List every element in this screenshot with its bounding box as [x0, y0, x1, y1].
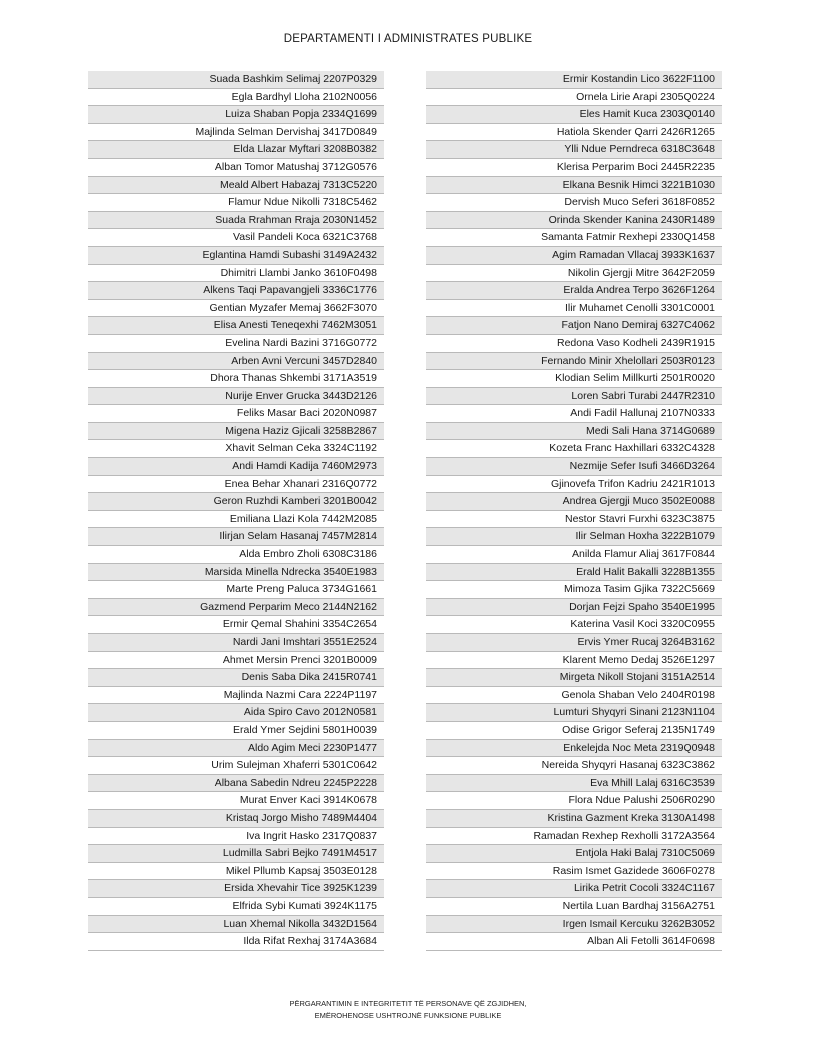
list-item: Kozeta Franc Haxhillari 6332C4328	[426, 440, 722, 458]
list-item: Aida Spiro Cavo 2012N0581	[88, 704, 384, 722]
list-item: Dhimitri Llambi Janko 3610F0498	[88, 265, 384, 283]
list-item: Eles Hamit Kuca 2303Q0140	[426, 106, 722, 124]
list-item: Nereida Shyqyri Hasanaj 6323C3862	[426, 757, 722, 775]
list-item: Flora Ndue Palushi 2506R0290	[426, 792, 722, 810]
list-item: Gazmend Perparim Meco 2144N2162	[88, 599, 384, 617]
list-item: Klarent Memo Dedaj 3526E1297	[426, 652, 722, 670]
list-item: Emiliana Llazi Kola 7442M2085	[88, 511, 384, 529]
list-item: Feliks Masar Baci 2020N0987	[88, 405, 384, 423]
list-item: Kristaq Jorgo Misho 7489M4404	[88, 810, 384, 828]
footer-line: EMËROHENOSE USHTROJNË FUNKSIONE PUBLIKE	[314, 1011, 502, 1020]
list-item: Flamur Ndue Nikolli 7318C5462	[88, 194, 384, 212]
list-item: Klodian Selim Millkurti 2501R0020	[426, 370, 722, 388]
list-item: Evelina Nardi Bazini 3716G0772	[88, 335, 384, 353]
list-item: Luan Xhemal Nikolla 3432D1564	[88, 916, 384, 934]
list-item: Majlinda Selman Dervishaj 3417D0849	[88, 124, 384, 142]
list-item: Vasil Pandeli Koca 6321C3768	[88, 229, 384, 247]
list-item: Ervis Ymer Rucaj 3264B3162	[426, 634, 722, 652]
list-item: Katerina Vasil Koci 3320C0955	[426, 616, 722, 634]
footer-line: PËRGARANTIMIN E INTEGRITETIT TË PERSONAVE QË ZGJIDHEN,	[289, 999, 527, 1008]
list-item: Ludmilla Sabri Bejko 7491M4517	[88, 845, 384, 863]
list-item: Urim Sulejman Xhaferri 5301C0642	[88, 757, 384, 775]
list-item: Entjola Haki Balaj 7310C5069	[426, 845, 722, 863]
list-item: Nikolin Gjergji Mitre 3642F2059	[426, 265, 722, 283]
page-title: DEPARTAMENTI I ADMINISTRATES PUBLIKE	[283, 33, 533, 45]
list-item: Fernando Minir Xhelollari 2503R0123	[426, 353, 722, 371]
list-item: Marte Preng Paluca 3734G1661	[88, 581, 384, 599]
list-item: Genola Shaban Velo 2404R0198	[426, 687, 722, 705]
list-item: Nertila Luan Bardhaj 3156A2751	[426, 898, 722, 916]
list-item: Alkens Taqi Papavangjeli 3336C1776	[88, 282, 384, 300]
list-item: Eglantina Hamdi Subashi 3149A2432	[88, 247, 384, 265]
list-item: Migena Haziz Gjicali 3258B2867	[88, 423, 384, 441]
list-item: Alda Embro Zholi 6308C3186	[88, 546, 384, 564]
list-item: Nardi Jani Imshtari 3551E2524	[88, 634, 384, 652]
list-item: Ilda Rifat Rexhaj 3174A3684	[88, 933, 384, 951]
list-item: Hatiola Skender Qarri 2426R1265	[426, 124, 722, 142]
list-item: Lumturi Shyqyri Sinani 2123N1104	[426, 704, 722, 722]
list-item: Geron Ruzhdi Kamberi 3201B0042	[88, 493, 384, 511]
list-item: Murat Enver Kaci 3914K0678	[88, 792, 384, 810]
list-item: Andi Hamdi Kadija 7460M2973	[88, 458, 384, 476]
list-item: Gentian Myzafer Memaj 3662F3070	[88, 300, 384, 318]
list-item: Eralda Andrea Terpo 3626F1264	[426, 282, 722, 300]
list-item: Majlinda Nazmi Cara 2224P1197	[88, 687, 384, 705]
list-item: Gjinovefa Trifon Kadriu 2421R1013	[426, 476, 722, 494]
list-item: Nurije Enver Grucka 3443D2126	[88, 388, 384, 406]
right-name-column	[426, 71, 722, 951]
list-item: Nezmije Sefer Isufi 3466D3264	[426, 458, 722, 476]
list-item: Irgen Ismail Kercuku 3262B3052	[426, 916, 722, 934]
list-item: Ermir Kostandin Lico 3622F1100	[426, 71, 722, 89]
list-item: Albana Sabedin Ndreu 2245P2228	[88, 775, 384, 793]
list-item: Andrea Gjergji Muco 3502E0088	[426, 493, 722, 511]
list-item: Elisa Anesti Teneqexhi 7462M3051	[88, 317, 384, 335]
list-item: Agim Ramadan Vllacaj 3933K1637	[426, 247, 722, 265]
list-item: Ersida Xhevahir Tice 3925K1239	[88, 880, 384, 898]
list-item: Alban Tomor Matushaj 3712G0576	[88, 159, 384, 177]
list-item: Ahmet Mersin Prenci 3201B0009	[88, 652, 384, 670]
list-item: Ramadan Rexhep Rexholli 3172A3564	[426, 828, 722, 846]
list-item: Suada Bashkim Selimaj 2207P0329	[88, 71, 384, 89]
list-item: Suada Rrahman Rraja 2030N1452	[88, 212, 384, 230]
list-item: Lirika Petrit Cocoli 3324C1167	[426, 880, 722, 898]
list-item: Andi Fadil Hallunaj 2107N0333	[426, 405, 722, 423]
list-item: Enea Behar Xhanari 2316Q0772	[88, 476, 384, 494]
list-item: Ilir Muhamet Cenolli 3301C0001	[426, 300, 722, 318]
list-item: Aldo Agim Meci 2230P1477	[88, 740, 384, 758]
list-item: Meald Albert Habazaj 7313C5220	[88, 177, 384, 195]
list-item: Klerisa Perparim Boci 2445R2235	[426, 159, 722, 177]
list-item: Denis Saba Dika 2415R0741	[88, 669, 384, 687]
list-item: Dhora Thanas Shkembi 3171A3519	[88, 370, 384, 388]
list-item: Nestor Stavri Furxhi 6323C3875	[426, 511, 722, 529]
list-item: Ylli Ndue Perndreca 6318C3648	[426, 141, 722, 159]
list-item: Mikel Pllumb Kapsaj 3503E0128	[88, 863, 384, 881]
list-item: Medi Sali Hana 3714G0689	[426, 423, 722, 441]
list-item: Elkana Besnik Himci 3221B1030	[426, 177, 722, 195]
list-item: Ilir Selman Hoxha 3222B1079	[426, 528, 722, 546]
list-item: Loren Sabri Turabi 2447R2310	[426, 388, 722, 406]
left-name-column	[88, 71, 384, 951]
list-item: Arben Avni Vercuni 3457D2840	[88, 353, 384, 371]
list-item: Elfrida Sybi Kumati 3924K1175	[88, 898, 384, 916]
list-item: Erald Ymer Sejdini 5801H0039	[88, 722, 384, 740]
list-item: Rasim Ismet Gazidede 3606F0278	[426, 863, 722, 881]
list-item: Marsida Minella Ndrecka 3540E1983	[88, 564, 384, 582]
list-item: Dorjan Fejzi Spaho 3540E1995	[426, 599, 722, 617]
list-item: Xhavit Selman Ceka 3324C1192	[88, 440, 384, 458]
list-item: Anilda Flamur Aliaj 3617F0844	[426, 546, 722, 564]
list-item: Elda Llazar Myftari 3208B0382	[88, 141, 384, 159]
list-item: Odise Grigor Seferaj 2135N1749	[426, 722, 722, 740]
list-item: Redona Vaso Kodheli 2439R1915	[426, 335, 722, 353]
list-item: Egla Bardhyl Lloha 2102N0056	[88, 89, 384, 107]
list-item: Mirgeta Nikoll Stojani 3151A2514	[426, 669, 722, 687]
list-item: Ornela Lirie Arapi 2305Q0224	[426, 89, 722, 107]
footer	[0, 998, 816, 1022]
list-item: Orinda Skender Kanina 2430R1489	[426, 212, 722, 230]
list-item: Ermir Qemal Shahini 3354C2654	[88, 616, 384, 634]
list-item: Eva Mhill Lalaj 6316C3539	[426, 775, 722, 793]
list-item: Samanta Fatmir Rexhepi 2330Q1458	[426, 229, 722, 247]
list-item: Enkelejda Noc Meta 2319Q0948	[426, 740, 722, 758]
list-item: Alban Ali Fetolli 3614F0698	[426, 933, 722, 951]
list-item: Erald Halit Bakalli 3228B1355	[426, 564, 722, 582]
list-item: Iva Ingrit Hasko 2317Q0837	[88, 828, 384, 846]
list-item: Fatjon Nano Demiraj 6327C4062	[426, 317, 722, 335]
list-item: Ilirjan Selam Hasanaj 7457M2814	[88, 528, 384, 546]
list-item: Dervish Muco Seferi 3618F0852	[426, 194, 722, 212]
list-item: Kristina Gazment Kreka 3130A1498	[426, 810, 722, 828]
list-item: Mimoza Tasim Gjika 7322C5669	[426, 581, 722, 599]
list-item: Luiza Shaban Popja 2334Q1699	[88, 106, 384, 124]
